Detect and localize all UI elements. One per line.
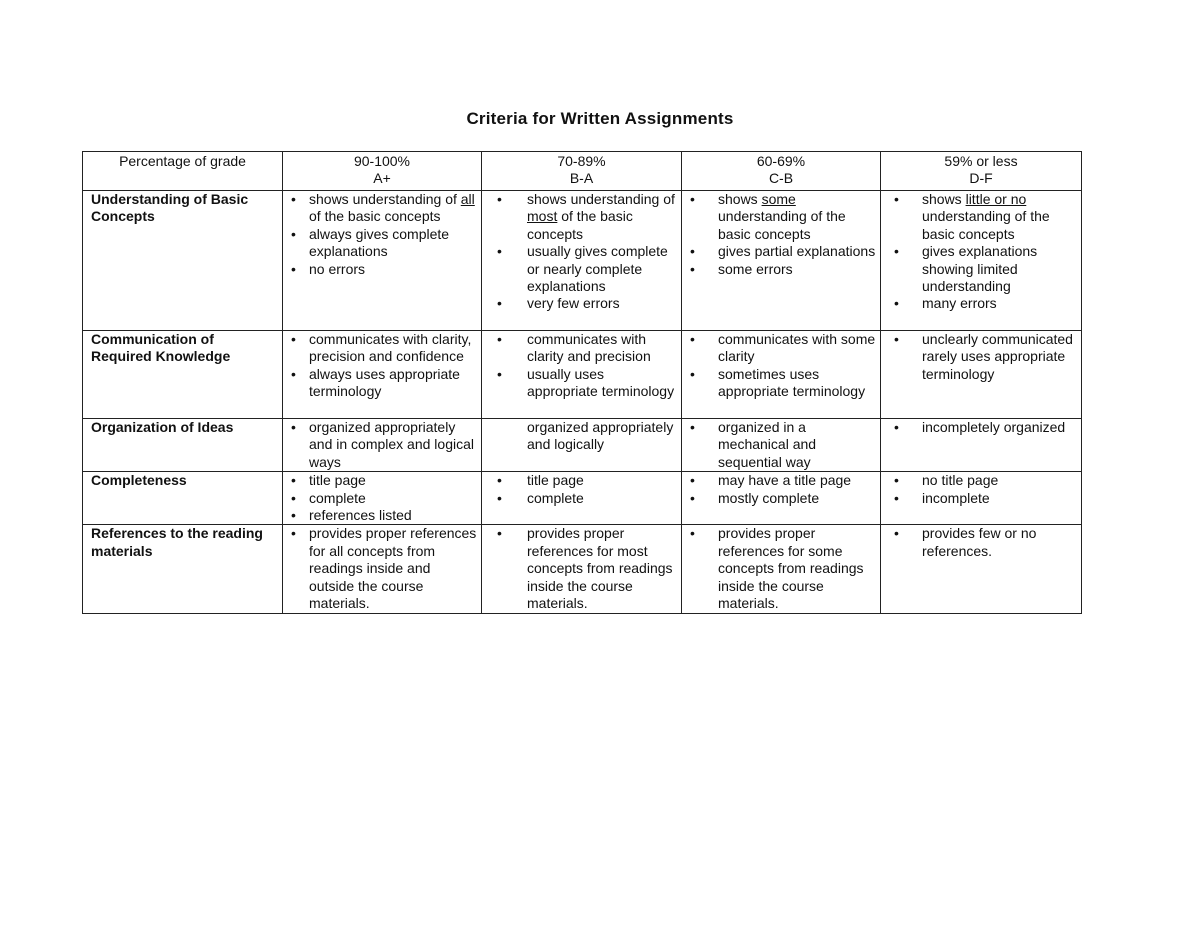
emphasized-text: little or no — [965, 191, 1027, 207]
criterion-label: References to the reading materials — [83, 525, 283, 614]
rubric-cell — [682, 331, 881, 419]
criterion-bullet-item — [889, 525, 1077, 560]
criterion-bullet-item — [490, 472, 677, 489]
item-text: no title page — [922, 472, 999, 489]
item-text: may have a title page — [718, 472, 852, 489]
rubric-cell — [482, 191, 682, 331]
criterion-bullet-item — [690, 261, 876, 278]
bullet-icon: • — [894, 295, 899, 312]
bullet-icon: • — [291, 365, 296, 382]
grade-range: 70-89% — [557, 153, 606, 169]
rubric-cell — [682, 525, 881, 614]
bullet-icon: • — [291, 507, 296, 524]
item-text: provides few or no references. — [922, 525, 1037, 559]
criterion-bullet-item — [291, 490, 477, 507]
rubric-cell — [283, 191, 482, 331]
bullet-icon: • — [894, 489, 899, 506]
grade-range: 90-100% — [353, 153, 411, 169]
item-text: shows — [718, 191, 762, 207]
criterion-bullet-item — [291, 525, 477, 612]
bullet-icon: • — [894, 419, 899, 435]
bullet-icon: • — [690, 191, 695, 207]
criterion-bullet-item — [490, 419, 677, 454]
criterion-bullet-item — [490, 295, 677, 312]
rubric-cell — [881, 191, 1082, 331]
bullet-icon: • — [690, 419, 695, 435]
bullet-icon: • — [291, 260, 296, 277]
bullet-icon: • — [690, 260, 695, 277]
rubric-cell — [881, 525, 1082, 614]
page-title: Criteria for Written Assignments — [466, 109, 734, 128]
criterion-bullet-item — [889, 490, 1077, 507]
grade-letter: A+ — [373, 170, 391, 187]
item-text: of the basic concepts — [309, 208, 441, 225]
grade-letter: D-F — [969, 170, 993, 187]
item-text: gives explanations showing limited understanding — [922, 243, 1038, 295]
item-text: provides proper references for most concepts from readings inside the course materials. — [527, 525, 673, 612]
item-text: communicates with some clarity — [718, 331, 876, 365]
item-text: incompletely organized — [922, 419, 1066, 435]
bullet-icon: • — [497, 365, 502, 382]
item-text: communicates with clarity and precision — [527, 331, 651, 365]
bullet-icon: • — [894, 191, 899, 207]
bullet-icon: • — [291, 225, 296, 242]
bullet-icon: • — [690, 489, 695, 506]
criterion-label: Understanding of Basic Concepts — [83, 191, 283, 331]
criterion-row — [83, 331, 1082, 419]
criterion-bullet-item — [690, 243, 876, 260]
bullet-icon: • — [291, 525, 296, 542]
grade-range: 60-69% — [756, 153, 806, 169]
criterion-bullet-item — [690, 331, 876, 366]
bullet-icon: • — [497, 243, 502, 260]
criterion-bullet-item — [291, 191, 477, 226]
item-text: of the basic concepts — [527, 208, 633, 242]
item-text: shows understanding of — [309, 191, 461, 207]
criterion-bullet-item — [690, 490, 876, 507]
criterion-bullet-item — [690, 191, 876, 243]
bullet-icon: • — [690, 243, 695, 260]
item-text: shows — [922, 191, 966, 207]
item-text: no errors — [309, 260, 366, 277]
criterion-bullet-item — [690, 525, 876, 612]
criterion-bullet-item — [291, 261, 477, 278]
rubric-cell — [482, 525, 682, 614]
rubric-cell — [283, 419, 482, 472]
criterion-label: Completeness — [83, 472, 283, 525]
bullet-icon: • — [894, 243, 899, 260]
bullet-icon: • — [497, 525, 502, 542]
criterion-bullet-item — [291, 226, 477, 261]
bullet-icon: • — [690, 525, 695, 542]
criterion-bullet-item — [690, 366, 876, 401]
criterion-bullet-item — [490, 366, 677, 401]
item-text: communicates with clarity, precision and confidence — [309, 331, 472, 365]
item-text: complete — [527, 489, 584, 506]
criterion-row — [83, 525, 1082, 614]
grade-header — [682, 152, 881, 191]
grade-header — [283, 152, 482, 191]
item-text: incomplete — [922, 489, 990, 506]
rubric-table — [82, 151, 1082, 614]
grade-header — [881, 152, 1082, 191]
rubric-cell — [682, 191, 881, 331]
criterion-bullet-item — [291, 331, 477, 366]
criterion-bullet-item — [291, 472, 477, 489]
rubric-cell — [682, 472, 881, 525]
criterion-row — [83, 472, 1082, 525]
item-text: provides proper references for all concepts from readings inside and outside the course materials. — [309, 525, 477, 612]
grade-letter: B-A — [569, 170, 594, 187]
bullet-icon: • — [497, 191, 502, 207]
criterion-row — [83, 419, 1082, 472]
bullet-icon: • — [497, 489, 502, 506]
emphasized-text: most — [527, 208, 558, 225]
criterion-label: Organization of Ideas — [83, 419, 283, 472]
grade-header — [482, 152, 682, 191]
bullet-icon: • — [291, 489, 296, 506]
item-text: title page — [309, 472, 366, 489]
criterion-bullet-item — [889, 295, 1077, 312]
bullet-icon: • — [894, 472, 899, 489]
rubric-cell — [482, 331, 682, 419]
criterion-row — [83, 191, 1082, 331]
header-corner: Percentage of grade — [83, 152, 283, 191]
criterion-bullet-item — [889, 191, 1077, 243]
bullet-icon: • — [690, 331, 695, 347]
header-row — [83, 152, 1082, 191]
criterion-bullet-item — [690, 419, 876, 471]
grade-letter: C-B — [768, 170, 794, 187]
bullet-icon: • — [894, 525, 899, 542]
criterion-bullet-item — [490, 525, 677, 612]
item-text: understanding of the basic concepts — [922, 208, 1050, 242]
item-text: always uses appropriate terminology — [309, 365, 460, 400]
item-text: some errors — [718, 260, 793, 277]
item-text: shows understanding of — [527, 191, 675, 207]
item-text: organized in a mechanical and sequential way — [718, 419, 817, 470]
rubric-cell — [881, 472, 1082, 525]
bullet-icon: • — [497, 295, 502, 312]
criterion-bullet-item — [490, 243, 677, 295]
bullet-icon: • — [497, 331, 502, 347]
rubric-cell — [283, 525, 482, 614]
item-text: always gives complete explanations — [309, 225, 450, 260]
rubric-cell — [682, 419, 881, 472]
grade-range: 59% or less — [944, 153, 1018, 169]
rubric-cell — [283, 472, 482, 525]
item-text: mostly complete — [718, 489, 820, 506]
bullet-icon: • — [690, 472, 695, 489]
item-text: organized appropriately and in complex and logical ways — [309, 419, 474, 470]
item-text: very few errors — [527, 295, 620, 312]
bullet-icon: • — [291, 191, 296, 207]
criterion-bullet-item — [889, 331, 1077, 383]
criterion-bullet-item — [690, 472, 876, 489]
criterion-bullet-item — [889, 472, 1077, 489]
item-text: provides proper references for some concepts from readings inside the course materials. — [718, 525, 864, 612]
item-text: organized appropriately and logically — [527, 419, 674, 453]
criterion-bullet-item — [490, 331, 677, 366]
emphasized-text: some — [761, 191, 796, 207]
item-text: references listed — [309, 507, 412, 524]
bullet-icon: • — [291, 331, 296, 347]
criterion-bullet-item — [291, 507, 477, 524]
item-text: usually gives complete or nearly complete explanations — [527, 243, 668, 295]
item-text: title page — [527, 472, 584, 489]
criterion-bullet-item — [291, 366, 477, 401]
item-text: complete — [309, 489, 366, 506]
criterion-bullet-item — [889, 419, 1077, 436]
item-text: usually uses appropriate terminology — [527, 365, 675, 400]
rubric-cell — [881, 331, 1082, 419]
item-text: unclearly communicated rarely uses appropriate terminology — [922, 331, 1073, 382]
rubric-cell — [482, 419, 682, 472]
bullet-icon: • — [291, 419, 296, 435]
bullet-icon: • — [690, 365, 695, 382]
bullet-icon: • — [291, 472, 296, 489]
rubric-cell — [283, 331, 482, 419]
item-text: understanding of the basic concepts — [718, 208, 846, 242]
criterion-bullet-item — [490, 191, 677, 243]
criterion-label: Communication of Required Knowledge — [83, 331, 283, 419]
bullet-icon: • — [894, 331, 899, 347]
rubric-cell — [482, 472, 682, 525]
item-text: sometimes uses appropriate terminology — [718, 365, 866, 400]
item-text: many errors — [922, 295, 997, 312]
criterion-bullet-item — [490, 490, 677, 507]
rubric-cell — [881, 419, 1082, 472]
criterion-bullet-item — [889, 243, 1077, 295]
criterion-bullet-item — [291, 419, 477, 471]
bullet-icon: • — [497, 472, 502, 489]
emphasized-text: all — [460, 191, 475, 207]
item-text: gives partial explanations — [718, 243, 876, 260]
